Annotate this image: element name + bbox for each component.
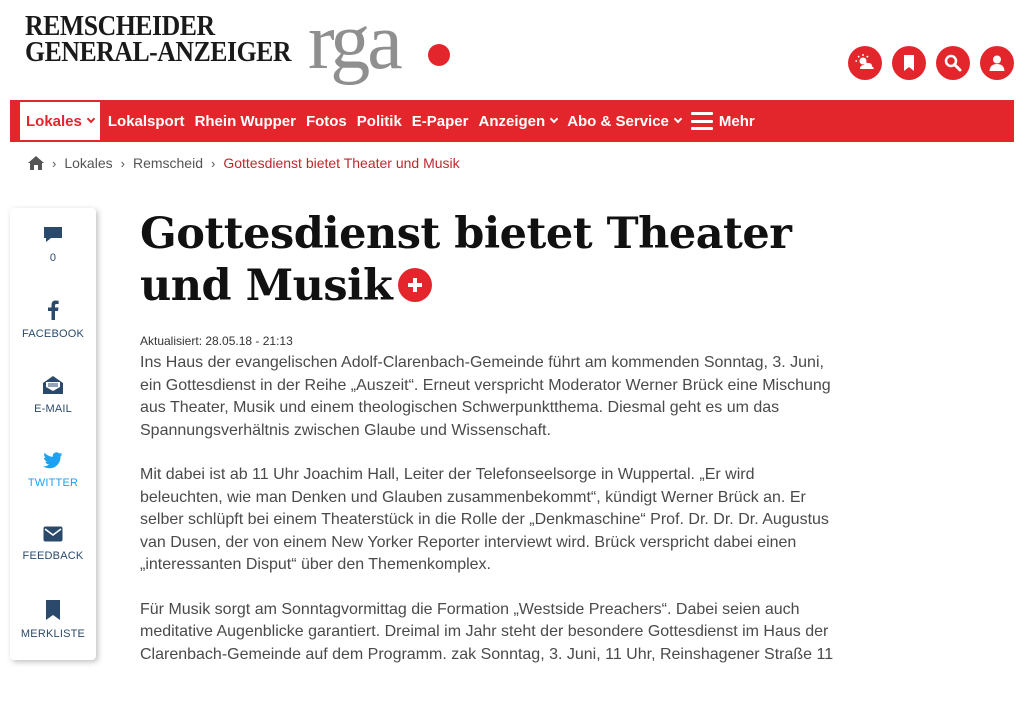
nav-item-lokalsport[interactable]	[108, 100, 185, 142]
breadcrumb-separator: ›	[52, 155, 57, 171]
nav-item-label: Mehr	[718, 112, 755, 130]
breadcrumb-current: Gottesdienst bietet Theater und Musik	[223, 155, 460, 171]
weather-icon[interactable]	[848, 46, 882, 80]
search-icon[interactable]	[936, 46, 970, 80]
nav-item-fotos[interactable]	[306, 100, 347, 142]
comments-count: 0	[49, 252, 57, 264]
nav-item-lokales[interactable]	[20, 102, 100, 140]
nav-item-politik[interactable]	[357, 100, 402, 142]
merkliste-label: MERKLISTE	[20, 628, 86, 640]
breadcrumb-lokales[interactable]: Lokales	[64, 155, 113, 171]
share-bar	[10, 208, 96, 660]
brand-logo-dot	[428, 44, 450, 66]
nav-item-label: Abo & Service	[567, 112, 669, 130]
chevron-down-icon	[550, 115, 558, 123]
header-icons	[848, 46, 1014, 80]
nav-item-abo-service[interactable]	[567, 100, 681, 142]
facebook-icon	[47, 300, 59, 320]
article-title	[140, 208, 840, 312]
breadcrumb-separator: ›	[210, 155, 216, 171]
facebook-share-button[interactable]	[10, 300, 96, 340]
menu-icon	[691, 112, 713, 130]
article-paragraph: Mit dabei ist ab 11 Uhr Joachim Hall, Leiter der Telefonseelsorge in Wuppertal. „Er wird beleuchten, wie man Denken und Glauben zusammenbekommt“, kündigt Werner Brück an. Er selber schlüpft bei einem Theaterstück in die Rolle der „Denkmaschine“ Prof. Dr. Dr. Dr. Augustus van Dusen, der von einem New Yorker Reporter interviewt wird. Brück verspricht dabei einen „interessanten Disput“ über den Themenkomplex.	[140, 466, 829, 573]
feedback-label: FEEDBACK	[22, 550, 84, 562]
twitter-label: TWITTER	[27, 477, 79, 489]
nav-item-label: Rhein Wupper	[194, 112, 296, 130]
envelope-icon	[43, 526, 63, 542]
nav-item-label: Fotos	[305, 112, 347, 130]
envelope-open-icon	[42, 375, 64, 395]
home-icon[interactable]	[28, 156, 44, 170]
brand-line-1: REMSCHEIDER	[25, 11, 215, 42]
chevron-down-icon	[87, 115, 95, 123]
article-paragraph: Ins Haus der evangelischen Adolf-Clarenbach-Gemeinde führt am kommenden Sonntag, 3. Juni, ein Gottesdienst in der Reihe „Auszeit“. Erneut verspricht Moderator Werner Brück eine Mischung aus Theater, Musik und einem theologischen Schwerpunktthema. Diesmal geht es um das Spannungsverhältnis zwischen Glaube und Wissenschaft.	[140, 354, 831, 439]
user-icon[interactable]	[980, 46, 1014, 80]
comment-icon	[43, 226, 63, 244]
nav-item-label: Lokalsport	[107, 112, 185, 130]
feedback-button[interactable]	[10, 526, 96, 562]
facebook-label: FACEBOOK	[21, 328, 85, 340]
twitter-share-button[interactable]	[10, 452, 96, 489]
breadcrumb-separator: ›	[120, 155, 125, 171]
nav-item-label: Anzeigen	[478, 112, 546, 130]
nav-item-label: E-Paper	[411, 112, 469, 130]
email-label: E-MAIL	[34, 403, 72, 415]
brand-line-2: GENERAL-ANZEIGER	[25, 37, 292, 68]
main-nav	[10, 100, 1014, 142]
merkliste-button[interactable]	[10, 600, 96, 640]
nav-item-e-paper[interactable]	[412, 100, 469, 142]
bookmark-icon	[46, 600, 60, 620]
nav-item-rhein-wupper[interactable]	[195, 100, 296, 142]
nav-item-label: Politik	[356, 112, 402, 130]
article-updated: Aktualisiert: 28.05.18 - 21:13	[140, 334, 293, 348]
nav-item-anzeigen[interactable]	[479, 100, 558, 142]
chevron-down-icon	[674, 115, 682, 123]
site-header	[0, 0, 1024, 100]
article-paragraph: Für Musik sorgt am Sonntagvormittag die Formation „Westside Preachers“. Dabei seien auch meditative Augenblicke garantiert. Dreimal im Jahr steht der besondere Gottesdienst im Haus der Clarenbach-Gemeinde auf dem Programm. zak Sonntag, 3. Juni, 11 Uhr, Reinshagener Straße 11	[140, 600, 834, 663]
email-share-button[interactable]	[10, 375, 96, 415]
brand-logo[interactable]: rga	[308, 0, 400, 86]
nav-item-mehr[interactable]	[691, 100, 755, 142]
article-body	[140, 352, 840, 688]
breadcrumb	[28, 155, 460, 171]
breadcrumb-remscheid[interactable]: Remscheid	[132, 155, 203, 171]
bookmark-icon[interactable]	[892, 46, 926, 80]
brand-wordmark[interactable]	[25, 11, 314, 68]
plus-icon	[398, 268, 432, 302]
nav-item-label: Lokales	[26, 112, 82, 130]
comments-button[interactable]	[10, 226, 96, 264]
article-title-text: Gottesdienst bietet Theater und Musik	[140, 209, 792, 311]
twitter-icon	[43, 452, 63, 469]
